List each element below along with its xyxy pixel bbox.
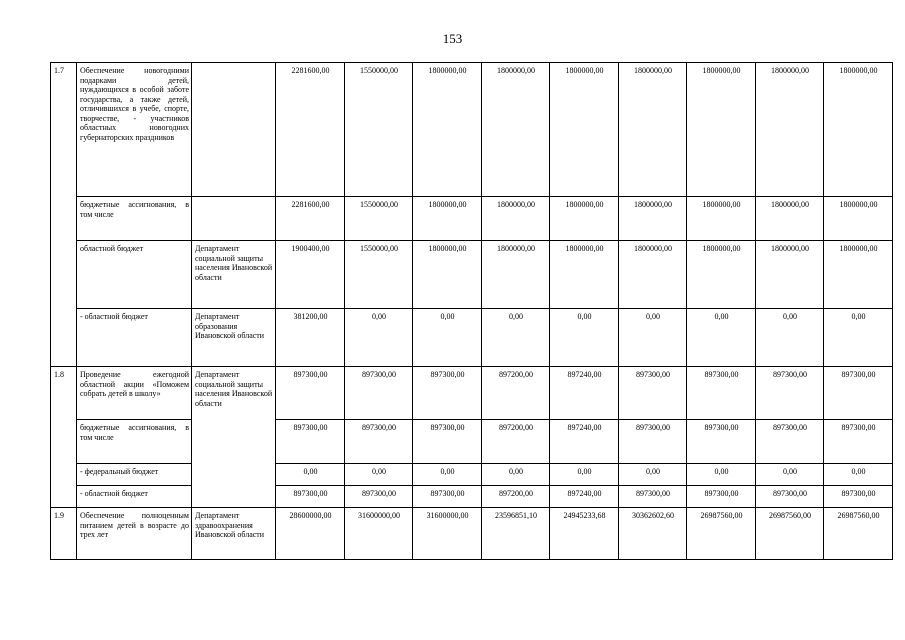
table-cell: 897300,00 — [276, 367, 345, 420]
table-cell: 897300,00 — [345, 486, 413, 508]
table-cell: 1800000,00 — [824, 63, 893, 197]
table-cell: 897300,00 — [276, 420, 345, 464]
section-title: Обеспечение новогодними подарками детей, нуждающихся в особой заботе государства, а также детей, отличившихся в учебе, спорте, творчестве, - участников областных новогодних губернаторских праздников — [77, 63, 192, 197]
table-cell: 31600000,00 — [345, 508, 413, 560]
table-cell: 897300,00 — [619, 486, 687, 508]
responsible-dept: Департамент социальной защиты населения Ивановской области — [192, 241, 276, 309]
section-index: 1.8 — [51, 367, 77, 508]
table-cell: 1800000,00 — [756, 63, 824, 197]
table-cell: 897300,00 — [756, 420, 824, 464]
table-cell: 897300,00 — [413, 367, 482, 420]
table-cell: 26987560,00 — [756, 508, 824, 560]
table-cell: 897300,00 — [756, 486, 824, 508]
table-cell: 897200,00 — [482, 486, 550, 508]
table-cell: 0,00 — [687, 464, 756, 486]
table-cell: 1550000,00 — [345, 241, 413, 309]
table-cell: 1800000,00 — [550, 197, 619, 241]
row-label: бюджетные ассигнования, в том числе — [77, 197, 192, 241]
responsible-dept — [192, 197, 276, 241]
table-cell: 1800000,00 — [482, 63, 550, 197]
table-cell: 1550000,00 — [345, 63, 413, 197]
table-cell: 897300,00 — [413, 420, 482, 464]
table-cell: 1800000,00 — [619, 241, 687, 309]
table-cell: 26987560,00 — [824, 508, 893, 560]
table-cell: 897300,00 — [619, 420, 687, 464]
row-label: - федеральный бюджет — [77, 464, 192, 486]
section-index: 1.9 — [51, 508, 77, 560]
table-cell: 26987560,00 — [687, 508, 756, 560]
table-row — [51, 464, 893, 486]
responsible-dept — [192, 63, 276, 197]
table-cell: 1800000,00 — [550, 241, 619, 309]
responsible-dept: Департамент социальной защиты населения Ивановской области — [192, 367, 276, 508]
table-cell: 0,00 — [756, 309, 824, 367]
table-cell: 897300,00 — [824, 367, 893, 420]
table-cell: 897300,00 — [824, 420, 893, 464]
table-cell: 1900400,00 — [276, 241, 345, 309]
table-cell: 897240,00 — [550, 420, 619, 464]
section-title: Проведение ежегодной областной акции «Поможем собрать детей в школу» — [77, 367, 192, 420]
table-cell: 1800000,00 — [619, 63, 687, 197]
table-cell: 897300,00 — [276, 486, 345, 508]
table-row — [51, 241, 893, 309]
table-cell: 0,00 — [413, 464, 482, 486]
table-cell: 381200,00 — [276, 309, 345, 367]
table-cell: 0,00 — [345, 309, 413, 367]
table-cell: 28600000,00 — [276, 508, 345, 560]
table-cell: 2281600,00 — [276, 63, 345, 197]
table-cell: 1550000,00 — [345, 197, 413, 241]
row-label: - областной бюджет — [77, 486, 192, 508]
table-cell: 1800000,00 — [756, 197, 824, 241]
table-cell: 2281600,00 — [276, 197, 345, 241]
table-row — [51, 420, 893, 464]
section-title: Обеспечение полноценным питанием детей в возрасте до трех лет — [77, 508, 192, 560]
table-cell: 897240,00 — [550, 367, 619, 420]
table-cell: 897300,00 — [413, 486, 482, 508]
table-cell: 1800000,00 — [687, 197, 756, 241]
budget-table — [50, 62, 893, 560]
table-cell: 897300,00 — [687, 367, 756, 420]
table-cell: 0,00 — [687, 309, 756, 367]
table-cell: 0,00 — [276, 464, 345, 486]
table-row — [51, 367, 893, 420]
table-cell: 897300,00 — [345, 420, 413, 464]
table-cell: 1800000,00 — [413, 197, 482, 241]
table-cell: 31600000,00 — [413, 508, 482, 560]
table-row — [51, 63, 893, 197]
table-cell: 897300,00 — [619, 367, 687, 420]
table-cell: 0,00 — [756, 464, 824, 486]
responsible-dept: Департамент здравоохранения Ивановской области — [192, 508, 276, 560]
table-cell: 23596851,10 — [482, 508, 550, 560]
table-cell: 1800000,00 — [413, 241, 482, 309]
row-label: бюджетные ассигнования, в том числе — [77, 420, 192, 464]
table-row — [51, 309, 893, 367]
table-cell: 897300,00 — [345, 367, 413, 420]
table-cell: 0,00 — [550, 464, 619, 486]
table-cell: 0,00 — [619, 464, 687, 486]
table-cell: 897300,00 — [756, 367, 824, 420]
table-cell: 0,00 — [550, 309, 619, 367]
table-cell: 0,00 — [619, 309, 687, 367]
table-cell: 897240,00 — [550, 486, 619, 508]
table-cell: 0,00 — [482, 464, 550, 486]
table-cell: 1800000,00 — [824, 197, 893, 241]
table-cell: 0,00 — [345, 464, 413, 486]
table-cell: 1800000,00 — [687, 241, 756, 309]
table-cell: 1800000,00 — [413, 63, 482, 197]
table-cell: 897200,00 — [482, 420, 550, 464]
table-cell: 897300,00 — [687, 420, 756, 464]
table-cell: 1800000,00 — [550, 63, 619, 197]
table-cell: 0,00 — [824, 464, 893, 486]
table-cell: 1800000,00 — [687, 63, 756, 197]
responsible-dept: Департамент образования Ивановской области — [192, 309, 276, 367]
table-row — [51, 197, 893, 241]
row-label: областной бюджет — [77, 241, 192, 309]
table-cell: 897200,00 — [482, 367, 550, 420]
table-cell: 1800000,00 — [482, 197, 550, 241]
table-cell: 0,00 — [824, 309, 893, 367]
table-cell: 0,00 — [413, 309, 482, 367]
table-cell: 0,00 — [482, 309, 550, 367]
table-row — [51, 508, 893, 560]
table-cell: 897300,00 — [824, 486, 893, 508]
table-cell: 1800000,00 — [824, 241, 893, 309]
table-row — [51, 486, 893, 508]
table-cell: 897300,00 — [687, 486, 756, 508]
table-cell: 1800000,00 — [482, 241, 550, 309]
row-label: - областной бюджет — [77, 309, 192, 367]
table-cell: 30362602,60 — [619, 508, 687, 560]
section-index: 1.7 — [51, 63, 77, 367]
page-number: 153 — [442, 31, 463, 46]
table-cell: 1800000,00 — [756, 241, 824, 309]
table-cell: 1800000,00 — [619, 197, 687, 241]
table-cell: 24945233,68 — [550, 508, 619, 560]
